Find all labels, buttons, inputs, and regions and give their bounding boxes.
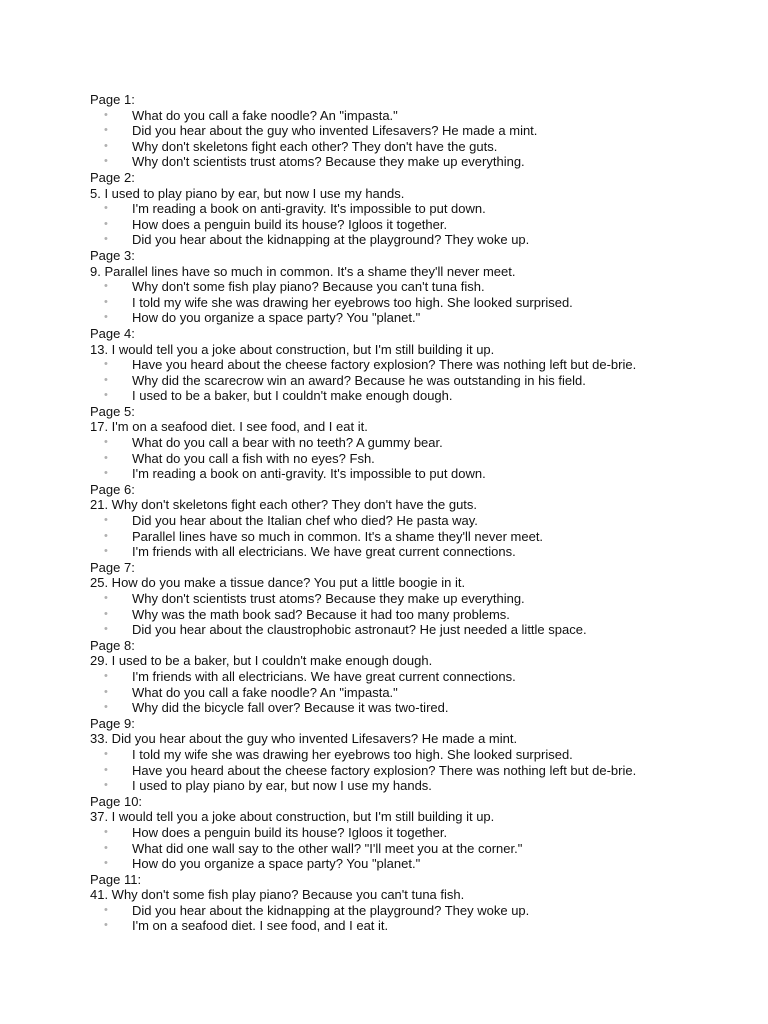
numbered-item: 21. Why don't skeletons fight each other? They don't have the guts. <box>90 497 478 513</box>
list-item-text: Did you hear about the kidnapping at the playground? They woke up. <box>132 232 530 248</box>
document-body <box>90 92 750 934</box>
bullet-icon: • <box>104 389 108 402</box>
list-item <box>90 139 750 155</box>
page-label: Page 3: <box>90 247 135 263</box>
list-item-text: Why did the bicycle fall over? Because it was two-tired. <box>132 700 449 716</box>
list-item <box>90 232 750 248</box>
list-item <box>90 108 750 124</box>
list-item-text: How does a penguin build its house? Igloos it together. <box>132 824 448 840</box>
list-item-text: I'm reading a book on anti-gravity. It's impossible to put down. <box>132 466 486 482</box>
list-item <box>90 700 750 716</box>
list-item-text: What did one wall say to the other wall? "I'll meet you at the corner." <box>132 840 523 856</box>
bullet-icon: • <box>104 623 108 636</box>
list-item <box>90 154 750 170</box>
list-item <box>90 357 750 373</box>
bullet-icon: • <box>104 592 108 604</box>
list-item-text: Have you heard about the cheese factory explosion? There was nothing left but de-brie. <box>132 762 637 778</box>
numbered-item: 5. I used to play piano by ear, but now I use my hands. <box>90 185 405 201</box>
bullet-icon: • <box>104 669 108 682</box>
list-item <box>90 669 750 685</box>
list-item <box>90 591 750 607</box>
list-item <box>90 513 750 529</box>
list-item-text: Have you heard about the cheese factory explosion? There was nothing left but de-brie. <box>132 357 637 373</box>
bullet-icon: • <box>104 701 108 714</box>
bullet-icon: • <box>104 451 108 464</box>
page-label: Page 11: <box>90 871 142 887</box>
bullet-icon: • <box>104 233 108 246</box>
bullet-icon: • <box>104 217 108 230</box>
bullet-icon: • <box>104 108 108 121</box>
numbered-item: 41. Why don't some fish play piano? Because you can't tuna fish. <box>90 887 465 903</box>
bullet-icon: • <box>104 280 108 293</box>
list-item-text: How do you organize a space party? You "planet." <box>132 310 421 326</box>
bullet-icon: • <box>104 139 108 152</box>
list-item <box>90 279 750 295</box>
numbered-item: 13. I would tell you a joke about construction, but I'm still building it up. <box>90 341 495 357</box>
numbered-item: 17. I'm on a seafood diet. I see food, and I eat it. <box>90 419 368 435</box>
numbered-item: 37. I would tell you a joke about construction, but I'm still building it up. <box>90 809 495 825</box>
list-item-text: Why don't scientists trust atoms? Because they make up everything. <box>132 154 525 170</box>
list-item <box>90 778 750 794</box>
list-item-text: What do you call a bear with no teeth? A gummy bear. <box>132 435 443 451</box>
list-item <box>90 544 750 560</box>
list-item-text: Did you hear about the guy who invented Lifesavers? He made a mint. <box>132 123 538 139</box>
numbered-item: 29. I used to be a baker, but I couldn't make enough dough. <box>90 653 433 669</box>
bullet-icon: • <box>104 779 108 792</box>
list-item-text: Why did the scarecrow win an award? Because he was outstanding in his field. <box>132 372 586 388</box>
list-item-text: I used to be a baker, but I couldn't make enough dough. <box>132 388 453 404</box>
list-item-text: I used to play piano by ear, but now I use my hands. <box>132 778 432 794</box>
bullet-icon: • <box>104 825 108 838</box>
list-item-text: I'm reading a book on anti-gravity. It's impossible to put down. <box>132 201 486 217</box>
list-item-text: I'm friends with all electricians. We have great current connections. <box>132 544 516 560</box>
bullet-icon: • <box>104 436 108 449</box>
list-item <box>90 435 750 451</box>
bullet-icon: • <box>104 919 108 932</box>
bullet-icon: • <box>104 373 108 386</box>
page-label: Page 6: <box>90 481 135 497</box>
list-item <box>90 123 750 139</box>
bullet-icon: • <box>104 529 108 542</box>
numbered-item: 9. Parallel lines have so much in common. It's a shame they'll never meet. <box>90 263 516 279</box>
list-item-text: I'm friends with all electricians. We have great current connections. <box>132 668 516 684</box>
list-item-text: What do you call a fish with no eyes? Fsh. <box>132 450 375 466</box>
page-label: Page 2: <box>90 169 135 185</box>
page-label: Page 4: <box>90 325 135 341</box>
list-item <box>90 388 750 404</box>
list-item-text: Did you hear about the Italian chef who died? He pasta way. <box>132 513 478 529</box>
page-label: Page 5: <box>90 403 135 419</box>
list-item <box>90 856 750 872</box>
bullet-icon: • <box>104 155 108 168</box>
bullet-icon: • <box>104 841 108 854</box>
list-item-text: I told my wife she was drawing her eyebrows too high. She looked surprised. <box>132 294 573 310</box>
list-item <box>90 903 750 919</box>
list-item <box>90 217 750 233</box>
bullet-icon: • <box>104 295 108 308</box>
bullet-icon: • <box>104 514 108 527</box>
page-label: Page 8: <box>90 637 135 653</box>
page-label: Page 10: <box>90 793 143 809</box>
list-item-text: How do you organize a space party? You "planet." <box>132 856 421 872</box>
page-label: Page 9: <box>90 715 135 731</box>
bullet-icon: • <box>104 202 108 215</box>
list-item <box>90 466 750 482</box>
list-item-text: How does a penguin build its house? Igloos it together. <box>132 216 448 232</box>
list-item <box>90 918 750 934</box>
list-item-text: Why was the math book sad? Because it had too many problems. <box>132 606 510 622</box>
page-label: Page 7: <box>90 559 135 575</box>
list-item-text: Why don't scientists trust atoms? Because they make up everything. <box>132 591 525 606</box>
bullet-icon: • <box>104 763 108 776</box>
list-item-text: I told my wife she was drawing her eyebrows too high. She looked surprised. <box>132 746 573 762</box>
list-item <box>90 201 750 217</box>
bullet-icon: • <box>104 685 108 698</box>
bullet-icon: • <box>104 358 108 371</box>
list-item-text: I'm on a seafood diet. I see food, and I eat it. <box>132 918 389 934</box>
bullet-icon: • <box>104 903 108 916</box>
bullet-icon: • <box>104 311 108 324</box>
list-item <box>90 763 750 779</box>
bullet-icon: • <box>104 467 108 480</box>
bullet-icon: • <box>104 857 108 870</box>
list-item <box>90 295 750 311</box>
list-item <box>90 607 750 623</box>
page-label: Page 1: <box>90 92 135 107</box>
list-item-text: Did you hear about the claustrophobic astronaut? He just needed a little space. <box>132 622 587 638</box>
numbered-item: 25. How do you make a tissue dance? You put a little boogie in it. <box>90 575 466 591</box>
list-item-text: What do you call a fake noodle? An "impasta." <box>132 107 398 123</box>
bullet-icon: • <box>104 545 108 558</box>
list-item <box>90 529 750 545</box>
numbered-item: 33. Did you hear about the guy who invented Lifesavers? He made a mint. <box>90 731 518 747</box>
list-item <box>90 825 750 841</box>
list-item <box>90 451 750 467</box>
list-item-text: Parallel lines have so much in common. It's a shame they'll never meet. <box>132 528 544 544</box>
list-item-text: Why don't skeletons fight each other? They don't have the guts. <box>132 138 498 154</box>
list-item <box>90 310 750 326</box>
list-item <box>90 373 750 389</box>
list-item <box>90 841 750 857</box>
list-item <box>90 622 750 638</box>
list-item <box>90 747 750 763</box>
list-item <box>90 685 750 701</box>
list-item-text: What do you call a fake noodle? An "impasta." <box>132 684 398 700</box>
list-item-text: Why don't some fish play piano? Because you can't tuna fish. <box>132 279 485 295</box>
list-item-text: Did you hear about the kidnapping at the playground? They woke up. <box>132 902 530 918</box>
bullet-icon: • <box>104 607 108 620</box>
bullet-icon: • <box>104 747 108 760</box>
bullet-icon: • <box>104 124 108 137</box>
